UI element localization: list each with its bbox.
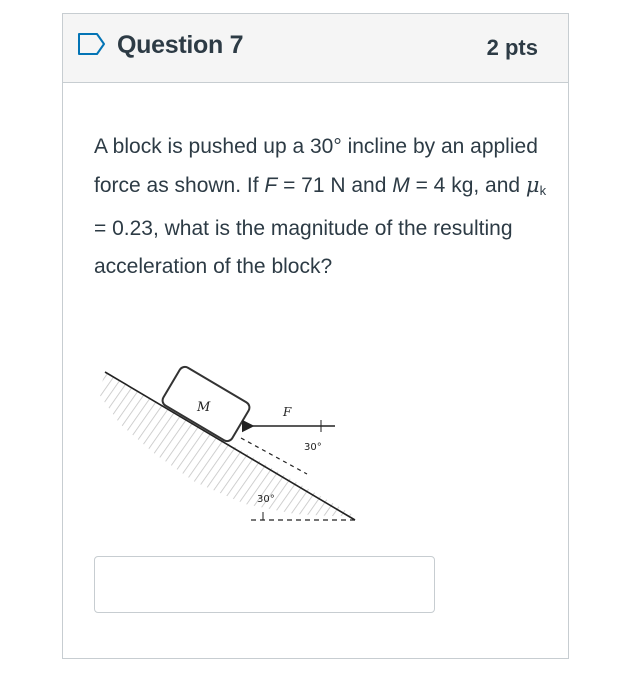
force-angle-label: 30° [304, 442, 322, 453]
answer-input[interactable] [94, 556, 435, 613]
block-label: M [197, 400, 211, 415]
force-label: F [283, 405, 292, 419]
mu-subscript: k [539, 183, 547, 198]
question-header [63, 14, 568, 83]
incline-angle-label: 30° [257, 494, 275, 505]
question-card [62, 13, 569, 659]
flag-question-icon[interactable] [77, 32, 107, 56]
question-title: Question 7 [117, 31, 244, 59]
question-text-part: = 4 kg, and [409, 174, 526, 197]
force-variable: F [264, 174, 278, 197]
question-text-part: A block is pushed up a 30° incline by an applied force as shown. If [94, 135, 538, 197]
mass-variable: M [392, 174, 410, 197]
question-text-part: = 0.23, what is the magnitude of the resulting acceleration of the block? [94, 217, 513, 278]
question-text [94, 128, 549, 286]
mu-symbol: μ [525, 173, 540, 197]
question-text-part: = 71 N and [277, 174, 393, 197]
question-points: 2 pts [486, 35, 538, 60]
incline-diagram [95, 354, 357, 524]
